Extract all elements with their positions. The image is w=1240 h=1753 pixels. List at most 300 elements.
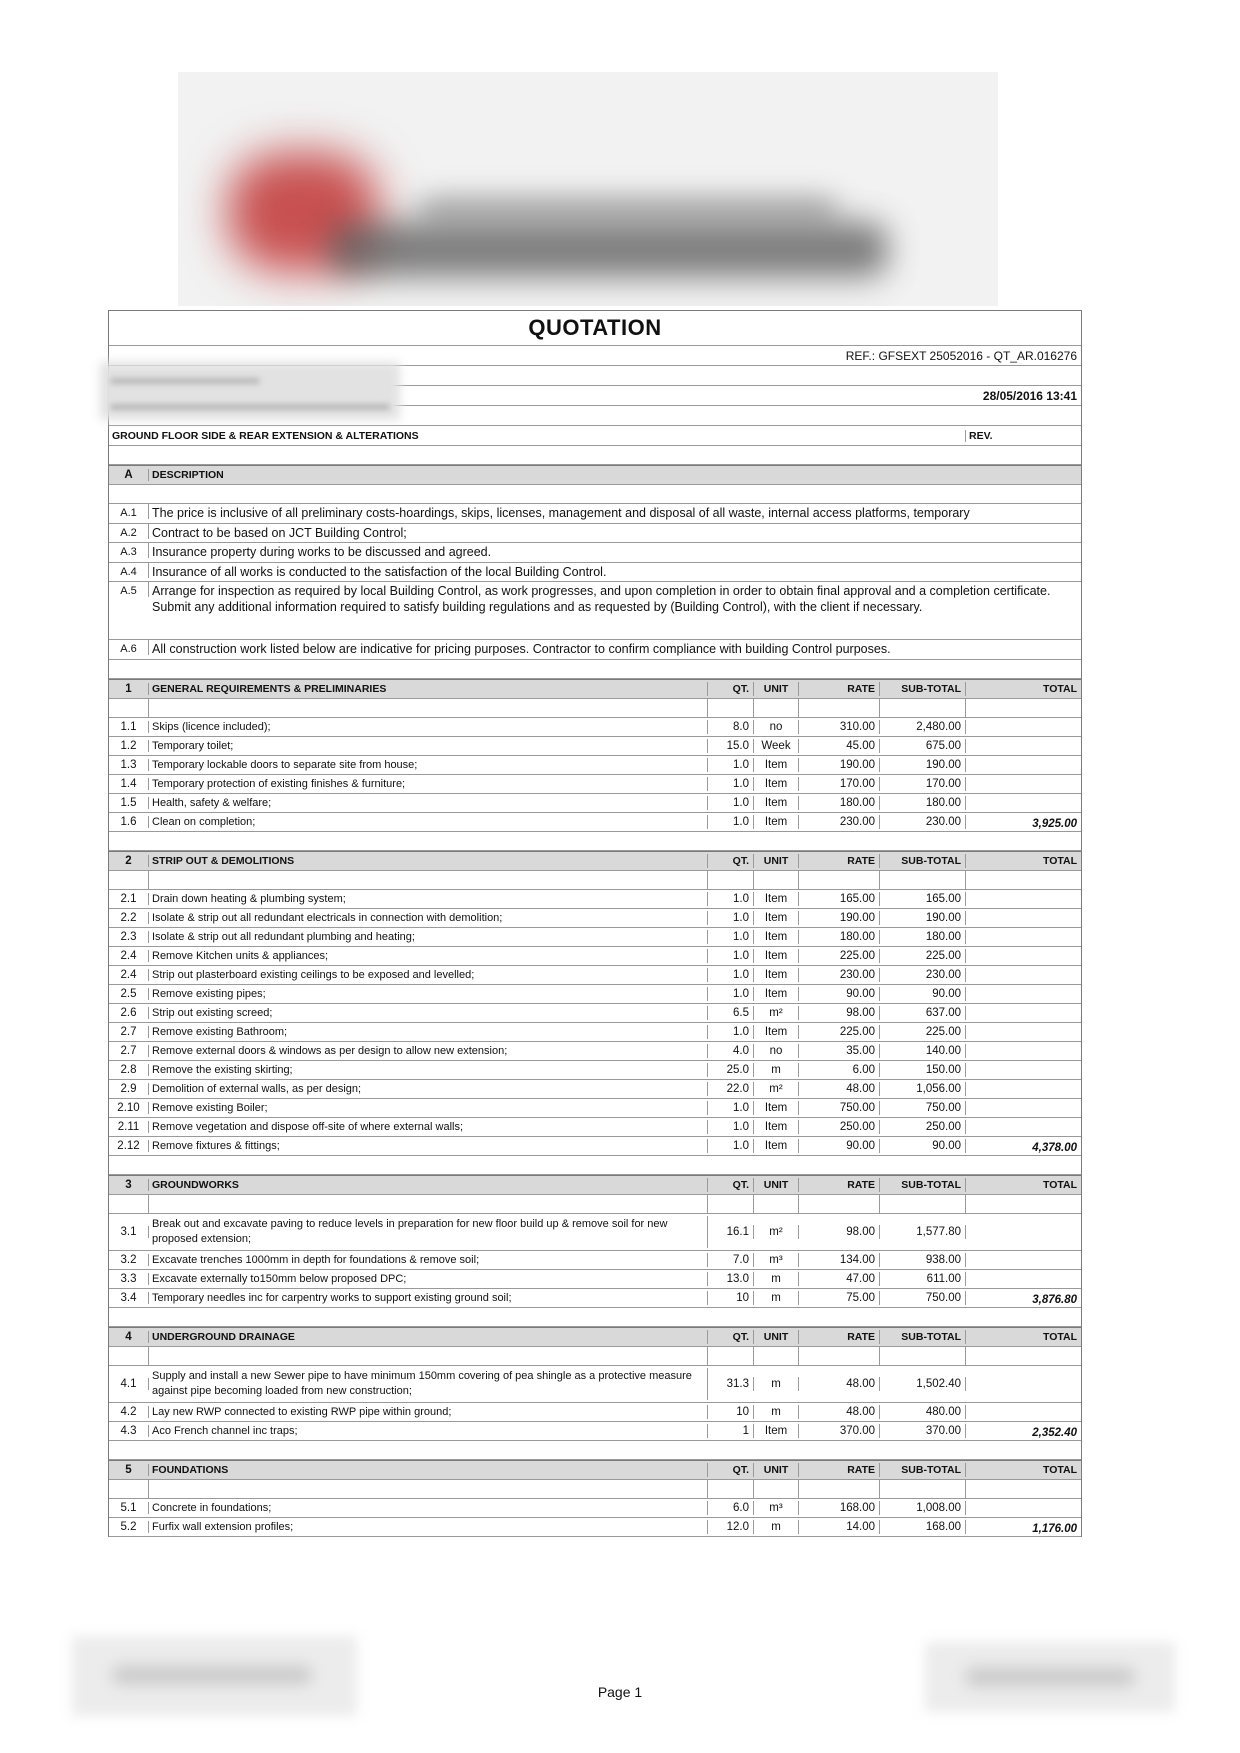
empty-cell (109, 1347, 149, 1365)
column-unit: UNIT (754, 1330, 799, 1344)
item-rate: 165.00 (799, 892, 880, 906)
item-quantity: 1.0 (708, 987, 754, 1001)
item-description: Temporary toilet; (149, 739, 708, 753)
item-description: Remove Kitchen units & appliances; (149, 949, 708, 963)
spacer-row (109, 1308, 1081, 1327)
item-unit: m² (754, 1225, 799, 1239)
item-unit: Item (754, 1424, 799, 1438)
item-text: The price is inclusive of all preliminary costs-hoardings, skips, licenses, management and disposal of all waste, internal access platforms, temporary (152, 506, 970, 520)
item-unit: Item (754, 930, 799, 944)
item-quantity: 25.0 (708, 1063, 754, 1077)
column-rate: RATE (799, 854, 880, 868)
item-rate: 230.00 (799, 815, 880, 829)
item-unit: Item (754, 815, 799, 829)
empty-cell (966, 925, 1081, 927)
empty-cell (966, 1248, 1081, 1250)
section-header (109, 1175, 1081, 1195)
project-title: GROUND FLOOR SIDE & REAR EXTENSION & ALTERATIONS (109, 430, 966, 442)
item-rate: 190.00 (799, 911, 880, 925)
table-row (109, 1499, 1081, 1518)
project-row (109, 426, 1081, 446)
empty-cell (966, 699, 1081, 717)
column-subtotal: SUB-TOTAL (880, 854, 966, 868)
spacer-row (109, 1347, 1081, 1366)
section-title: GROUNDWORKS (149, 1178, 708, 1192)
table-row (109, 1080, 1081, 1099)
item-description: Temporary needles inc for carpentry works to support existing ground soil; (149, 1291, 708, 1305)
section-header (109, 1460, 1081, 1480)
priced-sections (109, 679, 1081, 1537)
empty-cell (966, 1001, 1081, 1003)
revision-label: REV. (969, 429, 993, 442)
empty-cell (799, 1480, 880, 1498)
empty-cell (149, 699, 708, 717)
item-quantity: 1.0 (708, 815, 754, 829)
item-rate: 6.00 (799, 1063, 880, 1077)
column-qt: QT. (708, 1178, 754, 1192)
section-title: UNDERGROUND DRAINAGE (149, 1330, 708, 1344)
item-subtotal: 750.00 (880, 1101, 966, 1115)
item-number: 3.4 (109, 1292, 149, 1304)
item-rate: 45.00 (799, 739, 880, 753)
section-total: 3,925.00 (1032, 817, 1077, 830)
item-number: 1.5 (109, 797, 149, 809)
empty-cell (754, 1480, 799, 1498)
item-quantity: 4.0 (708, 1044, 754, 1058)
item-number: 1.4 (109, 778, 149, 790)
item-subtotal: 611.00 (880, 1272, 966, 1286)
item-unit: Item (754, 1101, 799, 1115)
item-subtotal: 225.00 (880, 949, 966, 963)
item-rate: 35.00 (799, 1044, 880, 1058)
section-total: 3,876.80 (1032, 1293, 1077, 1306)
item-rate: 168.00 (799, 1501, 880, 1515)
item-unit: m (754, 1377, 799, 1391)
item-unit: Item (754, 796, 799, 810)
item-quantity: 13.0 (708, 1272, 754, 1286)
table-row (109, 1137, 1081, 1156)
item-subtotal: 90.00 (880, 1139, 966, 1153)
empty-cell (799, 1347, 880, 1365)
column-subtotal: SUB-TOTAL (880, 1330, 966, 1344)
table-row (109, 718, 1081, 737)
item-quantity: 10 (708, 1405, 754, 1419)
table-row (109, 1061, 1081, 1080)
item-rate: 310.00 (799, 720, 880, 734)
item-number: 1.6 (109, 816, 149, 828)
item-description: Remove the existing skirting; (149, 1063, 708, 1077)
description-row (109, 582, 1081, 640)
item-subtotal: 675.00 (880, 739, 966, 753)
item-number: 3.2 (109, 1254, 149, 1266)
empty-cell (966, 1134, 1081, 1136)
item-subtotal: 480.00 (880, 1405, 966, 1419)
item-unit: Item (754, 1139, 799, 1153)
item-number: A.1 (109, 504, 149, 519)
item-unit: m² (754, 1006, 799, 1020)
item-unit: m (754, 1063, 799, 1077)
item-rate: 370.00 (799, 1424, 880, 1438)
item-quantity: 6.0 (708, 1501, 754, 1515)
empty-cell (966, 1058, 1081, 1060)
item-description: Remove existing pipes; (149, 987, 708, 1001)
item-unit: no (754, 1044, 799, 1058)
item-rate: 190.00 (799, 758, 880, 772)
item-description: Excavate externally to150mm below proposed DPC; (149, 1272, 708, 1286)
item-number: 3.3 (109, 1273, 149, 1285)
section-code: 5 (109, 1464, 149, 1476)
item-subtotal: 180.00 (880, 796, 966, 810)
item-text: Insurance property during works to be discussed and agreed. (152, 545, 492, 559)
empty-cell (966, 791, 1081, 793)
column-subtotal: SUB-TOTAL (880, 1178, 966, 1192)
quotation-sheet (108, 310, 1082, 1537)
column-total: TOTAL (1042, 1178, 1077, 1191)
item-number: 2.1 (109, 893, 149, 905)
item-subtotal: 1,008.00 (880, 1501, 966, 1515)
description-row (109, 543, 1081, 563)
item-description: Clean on completion; (149, 815, 708, 829)
item-unit: m (754, 1291, 799, 1305)
item-number: 4.2 (109, 1406, 149, 1418)
item-description: Skips (licence included); (149, 720, 708, 734)
item-unit: Item (754, 1025, 799, 1039)
item-description: Temporary protection of existing finishes & furniture; (149, 777, 708, 791)
item-rate: 90.00 (799, 987, 880, 1001)
empty-cell (708, 1195, 754, 1213)
table-row (109, 1422, 1081, 1441)
item-number: 2.9 (109, 1083, 149, 1095)
item-number: 2.10 (109, 1102, 149, 1114)
item-subtotal: 90.00 (880, 987, 966, 1001)
table-row (109, 985, 1081, 1004)
column-total: TOTAL (1042, 854, 1077, 867)
empty-cell (880, 1195, 966, 1213)
item-unit: Item (754, 968, 799, 982)
item-quantity: 1.0 (708, 911, 754, 925)
item-rate: 47.00 (799, 1272, 880, 1286)
empty-cell (966, 772, 1081, 774)
column-rate: RATE (799, 1330, 880, 1344)
footer-logo-right (925, 1642, 1175, 1712)
section-a-header (109, 465, 1081, 485)
table-row (109, 1042, 1081, 1061)
column-subtotal: SUB-TOTAL (880, 682, 966, 696)
item-unit: no (754, 720, 799, 734)
item-text: All construction work listed below are indicative for pricing purposes. Contractor to confirm compliance with building Control purposes. (152, 642, 891, 656)
item-text: Contract to be based on JCT Building Control; (152, 525, 407, 540)
spacer-row (109, 699, 1081, 718)
item-unit: m (754, 1520, 799, 1534)
empty-cell (149, 1195, 708, 1213)
item-subtotal: 170.00 (880, 777, 966, 791)
empty-cell (708, 1347, 754, 1365)
item-number: 2.5 (109, 988, 149, 1000)
item-quantity: 31.3 (708, 1377, 754, 1391)
table-row (109, 1214, 1081, 1251)
column-qt: QT. (708, 1330, 754, 1344)
item-description: Remove fixtures & fittings; (149, 1139, 708, 1153)
item-unit: Item (754, 1120, 799, 1134)
table-row (109, 756, 1081, 775)
column-unit: UNIT (754, 1178, 799, 1192)
item-quantity: 10 (708, 1291, 754, 1305)
client-details-redacted (100, 362, 400, 420)
item-text: Arrange for inspection as required by local Building Control, as work progresses, and upon completion in order to obtain final approval and a completion certificate. Submit any additional information required to satisfy building regulations and as requested by (Building Control), with the client if necessary. (152, 584, 1051, 614)
empty-cell (109, 1195, 149, 1213)
column-total: TOTAL (1042, 1463, 1077, 1476)
item-number: 1.2 (109, 740, 149, 752)
section-header (109, 679, 1081, 699)
table-row (109, 1289, 1081, 1308)
item-number: 2.12 (109, 1140, 149, 1152)
table-row (109, 928, 1081, 947)
item-description: Concrete in foundations; (149, 1501, 708, 1515)
item-quantity: 1.0 (708, 1101, 754, 1115)
item-quantity: 1.0 (708, 968, 754, 982)
empty-cell (966, 871, 1081, 889)
table-row (109, 1251, 1081, 1270)
empty-cell (149, 1480, 708, 1498)
empty-cell (109, 871, 149, 889)
item-unit: m (754, 1405, 799, 1419)
item-rate: 180.00 (799, 930, 880, 944)
item-rate: 225.00 (799, 1025, 880, 1039)
empty-cell (966, 1286, 1081, 1288)
item-quantity: 8.0 (708, 720, 754, 734)
item-rate: 250.00 (799, 1120, 880, 1134)
empty-cell (708, 871, 754, 889)
item-description: Strip out existing screed; (149, 1006, 708, 1020)
item-rate: 48.00 (799, 1082, 880, 1096)
empty-cell (966, 1020, 1081, 1022)
description-row (109, 563, 1081, 583)
item-number: 2.7 (109, 1045, 149, 1057)
empty-cell (754, 699, 799, 717)
empty-cell (109, 699, 149, 717)
item-rate: 134.00 (799, 1253, 880, 1267)
table-row (109, 947, 1081, 966)
item-unit: Item (754, 777, 799, 791)
title-row (109, 310, 1081, 346)
item-rate: 14.00 (799, 1520, 880, 1534)
empty-cell (966, 1400, 1081, 1402)
item-unit: m (754, 1272, 799, 1286)
item-subtotal: 2,480.00 (880, 720, 966, 734)
item-subtotal: 1,056.00 (880, 1082, 966, 1096)
quotation-date: 28/05/2016 13:41 (982, 388, 1077, 403)
empty-cell (754, 1347, 799, 1365)
empty-cell (966, 1480, 1081, 1498)
empty-cell (966, 906, 1081, 908)
spacer-row (109, 1480, 1081, 1499)
item-quantity: 1.0 (708, 777, 754, 791)
item-description: Remove external doors & windows as per design to allow new extension; (149, 1044, 708, 1058)
item-description: Isolate & strip out all redundant plumbing and heating; (149, 930, 708, 944)
column-rate: RATE (799, 1178, 880, 1192)
item-rate: 98.00 (799, 1006, 880, 1020)
spacer-row (109, 1441, 1081, 1460)
item-subtotal: 230.00 (880, 815, 966, 829)
section-code: 2 (109, 855, 149, 867)
spacer-row (109, 485, 1081, 504)
item-description: Aco French channel inc traps; (149, 1424, 708, 1438)
item-unit: Item (754, 911, 799, 925)
section-title: STRIP OUT & DEMOLITIONS (149, 854, 708, 868)
company-logo (178, 72, 998, 306)
table-row (109, 1118, 1081, 1137)
empty-cell (880, 699, 966, 717)
item-quantity: 1.0 (708, 930, 754, 944)
description-row (109, 640, 1081, 660)
table-row (109, 1004, 1081, 1023)
item-description: Isolate & strip out all redundant electricals in connection with demolition; (149, 911, 708, 925)
section-code: 3 (109, 1179, 149, 1191)
item-number: A.3 (109, 543, 149, 558)
empty-cell (966, 1419, 1081, 1421)
empty-cell (754, 871, 799, 889)
item-subtotal: 190.00 (880, 911, 966, 925)
empty-cell (966, 810, 1081, 812)
section-code: 1 (109, 683, 149, 695)
item-number: A.6 (109, 640, 149, 655)
column-subtotal: SUB-TOTAL (880, 1463, 966, 1477)
empty-cell (966, 1515, 1081, 1517)
item-number: 5.1 (109, 1502, 149, 1514)
section-code: A (109, 469, 149, 481)
column-qt: QT. (708, 1463, 754, 1477)
column-qt: QT. (708, 854, 754, 868)
column-rate: RATE (799, 682, 880, 696)
item-subtotal: 150.00 (880, 1063, 966, 1077)
item-text: Insurance of all works is conducted to the satisfaction of the local Building Control. (152, 564, 607, 579)
empty-cell (966, 982, 1081, 984)
item-rate: 48.00 (799, 1377, 880, 1391)
section-header (109, 851, 1081, 871)
section-total: 2,352.40 (1032, 1426, 1077, 1439)
item-number: 2.4 (109, 950, 149, 962)
table-row (109, 890, 1081, 909)
item-number: 2.7 (109, 1026, 149, 1038)
column-rate: RATE (799, 1463, 880, 1477)
item-subtotal: 637.00 (880, 1006, 966, 1020)
item-subtotal: 168.00 (880, 1520, 966, 1534)
item-number: 5.2 (109, 1521, 149, 1533)
table-row (109, 1270, 1081, 1289)
section-total: 1,176.00 (1032, 1522, 1077, 1535)
empty-cell (966, 1347, 1081, 1365)
item-description: Supply and install a new Sewer pipe to have minimum 150mm covering of pea shingle as a protective measure against pipe becoming loaded from new construction; (149, 1368, 708, 1400)
item-description: Remove existing Bathroom; (149, 1025, 708, 1039)
empty-cell (109, 1480, 149, 1498)
item-unit: Item (754, 949, 799, 963)
section-title: GENERAL REQUIREMENTS & PRELIMINARIES (149, 682, 708, 696)
item-subtotal: 140.00 (880, 1044, 966, 1058)
spacer-row (109, 1195, 1081, 1214)
empty-cell (708, 1480, 754, 1498)
item-rate: 750.00 (799, 1101, 880, 1115)
empty-cell (966, 1077, 1081, 1079)
table-row (109, 1518, 1081, 1537)
item-unit: m² (754, 1082, 799, 1096)
item-description: Remove vegetation and dispose off-site of where external walls; (149, 1120, 708, 1134)
table-row (109, 775, 1081, 794)
empty-cell (966, 963, 1081, 965)
empty-cell (966, 734, 1081, 736)
item-subtotal: 230.00 (880, 968, 966, 982)
item-number: 1.3 (109, 759, 149, 771)
empty-cell (708, 699, 754, 717)
item-quantity: 1.0 (708, 949, 754, 963)
spacer-row (109, 832, 1081, 851)
item-subtotal: 1,502.40 (880, 1377, 966, 1391)
table-row (109, 1099, 1081, 1118)
empty-cell (966, 944, 1081, 946)
item-number: 3.1 (109, 1226, 149, 1238)
item-number: A.5 (109, 582, 149, 597)
item-subtotal: 1,577.80 (880, 1225, 966, 1239)
item-quantity: 1.0 (708, 1025, 754, 1039)
item-rate: 225.00 (799, 949, 880, 963)
empty-cell (799, 871, 880, 889)
item-quantity: 1.0 (708, 758, 754, 772)
item-description: Drain down heating & plumbing system; (149, 892, 708, 906)
empty-cell (966, 753, 1081, 755)
table-row (109, 794, 1081, 813)
item-rate: 170.00 (799, 777, 880, 791)
item-subtotal: 165.00 (880, 892, 966, 906)
item-description: Excavate trenches 1000mm in depth for foundations & remove soil; (149, 1253, 708, 1267)
empty-cell (799, 1195, 880, 1213)
column-unit: UNIT (754, 682, 799, 696)
item-subtotal: 180.00 (880, 930, 966, 944)
column-unit: UNIT (754, 1463, 799, 1477)
empty-cell (754, 1195, 799, 1213)
section-title: FOUNDATIONS (149, 1463, 708, 1477)
item-subtotal: 190.00 (880, 758, 966, 772)
item-quantity: 1.0 (708, 796, 754, 810)
item-number: 2.8 (109, 1064, 149, 1076)
section-total: 4,378.00 (1032, 1141, 1077, 1154)
item-rate: 230.00 (799, 968, 880, 982)
item-quantity: 16.1 (708, 1225, 754, 1239)
section-a-items (109, 504, 1081, 660)
item-unit: Item (754, 892, 799, 906)
empty-cell (149, 1347, 708, 1365)
item-unit: Week (754, 739, 799, 753)
item-subtotal: 225.00 (880, 1025, 966, 1039)
item-number: 4.3 (109, 1425, 149, 1437)
section-code: 4 (109, 1331, 149, 1343)
item-number: 4.1 (109, 1378, 149, 1390)
spacer-row (109, 446, 1081, 465)
item-quantity: 22.0 (708, 1082, 754, 1096)
item-description: Lay new RWP connected to existing RWP pipe within ground; (149, 1405, 708, 1419)
item-rate: 98.00 (799, 1225, 880, 1239)
empty-cell (149, 871, 708, 889)
description-row (109, 504, 1081, 524)
table-row (109, 737, 1081, 756)
empty-cell (966, 1195, 1081, 1213)
section-title: DESCRIPTION (152, 469, 224, 481)
spacer-row (109, 1156, 1081, 1175)
item-description: Strip out plasterboard existing ceilings to be exposed and levelled; (149, 968, 708, 982)
column-unit: UNIT (754, 854, 799, 868)
item-unit: Item (754, 987, 799, 1001)
table-row (109, 909, 1081, 928)
column-total: TOTAL (1042, 682, 1077, 695)
empty-cell (966, 1039, 1081, 1041)
